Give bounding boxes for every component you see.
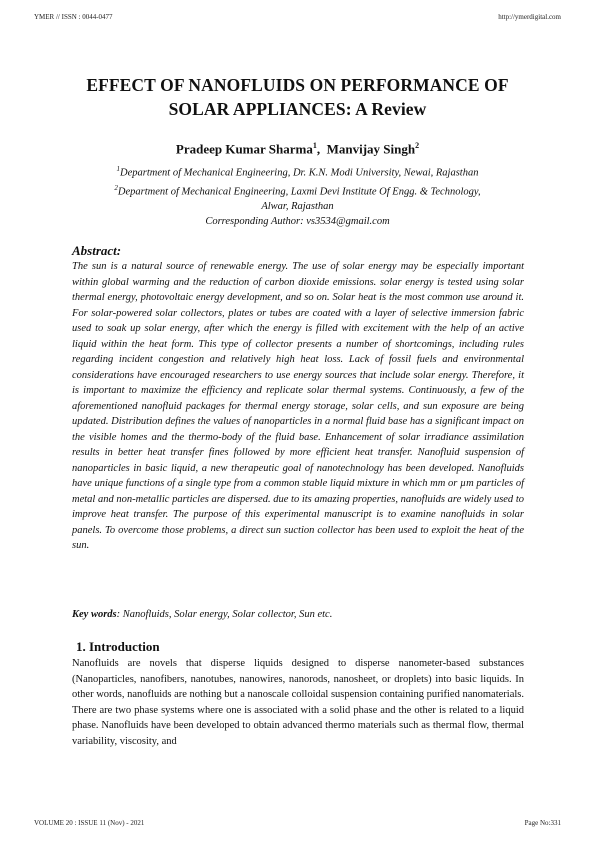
introduction-text: Nanofluids are novels that disperse liquids designed to disperse nanometer-based substances (Nanoparticles, nanofibers, nanotubes, nanowires, nanorods, nanosheet, or droplets) into basic liquids. In other words, nanofluids are nothing but a nanoscale colloidal suspension containing purified nanomaterials. There are two phase systems where one is associated with a solid phase and the other is related to a liquid phase. Nanofluids have been developed to obtain advanced thermo materials such as thermal flow, thermal variability, viscosity, and (72, 658, 524, 747)
journal-url: http://ymerdigital.com (498, 13, 561, 21)
journal-header: YMER // ISSN : 0044-0477 (34, 13, 113, 21)
corresponding-author: Corresponding Author: vs3534@gmail.com (205, 216, 390, 227)
affiliation-2-text: Department of Mechanical Engineering, Laxmi Devi Institute Of Engg. & Technology, (117, 186, 481, 197)
keywords-label: Key words (72, 609, 117, 620)
footer-volume: VOLUME 20 : ISSUE 11 (Nov) - 2021 (34, 819, 145, 827)
affiliation-1-mark: 1 (116, 165, 121, 173)
author-2-affil-mark: 2 (415, 141, 420, 150)
author-line (60, 141, 535, 157)
author-separator: , (316, 141, 327, 157)
author-1-affil-mark: 1 (312, 141, 317, 150)
author-2: Manvijay Singh (326, 141, 416, 157)
affiliation-1 (60, 162, 535, 181)
abstract-text: The sun is a natural source of renewable energy. The use of solar energy may be especially important within global warming and the reduction of carbon dioxide emissions. solar energy is tested using solar thermal energy, photovoltaic energy development, and so on. Solar heat is the most common use around it. For solar-powered solar collectors, plates or tubes are coated with a layer of selective immersion fabric used to soak up solar energy, after which the energy is filled with excitement with the help of an active liquid within the heat form. This type of collector presents a number of shortcomings, including rules regarding incident congestion and relatively high heat loss. Lack of fossil fuels and environmental considerations have encouraged researchers to use energy sources that include solar energy. Therefore, it is important to maximize the efficiency and replicate solar thermal systems. Continuously, a few of the aforementioned nanofluid packages for thermal energy storage, solar cells, and sun exposure are being updated. Distribution defines the values of nanoparticles in a normal fluid base has a significant impact on the visible homes and the thermo-body of the fluid base. Enhancement of solar irradiance assimilation results in better heat transfer fines followed by more efficient heat transfer. Nanofluid suspension of nanoparticles in basic liquid, a new therapeutic goal of nanotechnology has been developed. Nanofluids have unique functions of a single type from a common stable liquid mixture in which mm or µm particles of metal and non-metallic particles are dispersed. due to its amazing properties, nanofluids are widely used to improve heat transfer. The purpose of this experimental manuscript is to examine nanofluids in solar panels. To overcome those problems, a direct sun suction collector has been used to exploit the heat of the sun. (72, 261, 524, 551)
keywords (72, 609, 524, 620)
author-1: Pradeep Kumar Sharma (175, 141, 313, 157)
keywords-text: : Nanofluids, Solar energy, Solar collector, Sun etc. (116, 609, 333, 620)
affiliation-1-text: Department of Mechanical Engineering, Dr. K.N. Modi University, Newai, Rajasthan (120, 167, 479, 179)
affiliation-2 (60, 181, 535, 200)
abstract-heading: Abstract: (72, 243, 122, 258)
affiliation-2-cont: Alwar, Rajasthan (261, 201, 334, 212)
affiliation-2-mark: 2 (114, 183, 118, 192)
title-line-2: SOLAR APPLIANCES: A Review (168, 99, 427, 119)
paper-title (60, 73, 535, 121)
footer-page-number: Page No:331 (524, 819, 561, 827)
title-line-1: EFFECT OF NANOFLUIDS ON PERFORMANCE OF (86, 75, 509, 95)
affiliations (60, 162, 535, 229)
section-heading-introduction: 1. Introduction (76, 639, 160, 654)
